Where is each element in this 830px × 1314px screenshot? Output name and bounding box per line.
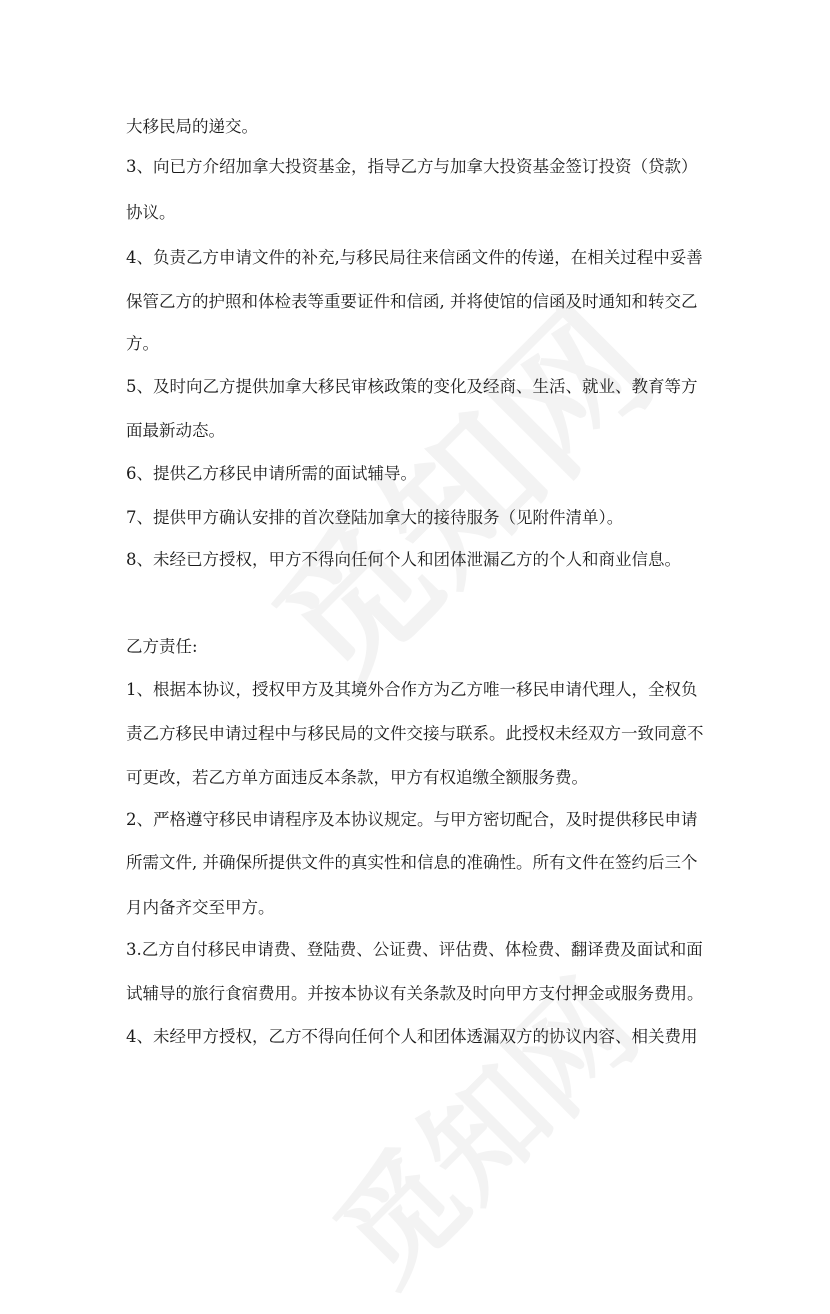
paragraph-line: 6、提供乙方移民申请所需的面试辅导。 <box>126 464 417 483</box>
paragraph-line: 2、严格遵守移民申请程序及本协议规定。与甲方密切配合，及时提供移民申请 <box>126 810 698 829</box>
paragraph-line: 3.乙方自付移民申请费、登陆费、公证费、评估费、体检费、翻译费及面试和面 <box>126 940 703 959</box>
section-heading: 乙方责任: <box>126 637 198 656</box>
paragraph-line: 8、未经已方授权，甲方不得向任何个人和团体泄漏乙方的个人和商业信息。 <box>126 550 681 569</box>
paragraph-line: 所需文件, 并确保所提供文件的真实性和信息的准确性。所有文件在签约后三个 <box>126 853 698 872</box>
paragraph-line: 可更改，若乙方单方面违反本条款，甲方有权追缴全额服务费。 <box>126 768 588 787</box>
paragraph-line: 1、根据本协议，授权甲方及其境外合作方为乙方唯一移民申请代理人，全权负 <box>126 680 698 699</box>
paragraph-line: 7、提供甲方确认安排的首次登陆加拿大的接待服务（见附件清单）。 <box>126 508 624 527</box>
paragraph-line: 4、未经甲方授权，乙方不得向任何个人和团体透漏双方的协议内容、相关费用 <box>126 1027 698 1046</box>
paragraph-line: 4、负责乙方申请文件的补充,与移民局往来信函文件的传递，在相关过程中妥善 <box>126 248 703 267</box>
paragraph-line: 面最新动态。 <box>126 421 225 440</box>
paragraph-line: 试辅导的旅行食宿费用。并按本协议有关条款及时向甲方支付押金或服务费用。 <box>126 984 704 1003</box>
paragraph-line: 5、及时向乙方提供加拿大移民审核政策的变化及经商、生活、就业、教育等方 <box>126 377 698 396</box>
paragraph-line: 协议。 <box>126 203 176 222</box>
paragraph-line: 责乙方移民申请过程中与移民局的文件交接与联系。此授权未经双方一致同意不 <box>126 724 704 743</box>
paragraph-line: 月内备齐交至甲方。 <box>126 898 275 917</box>
paragraph-line: 3、向已方介绍加拿大投资基金，指导乙方与加拿大投资基金签订投资（贷款） <box>126 157 698 176</box>
paragraph-line: 大移民局的递交。 <box>126 117 258 136</box>
paragraph-line: 方。 <box>126 334 159 353</box>
paragraph-line: 保管乙方的护照和体检表等重要证件和信函, 并将使馆的信函及时通知和转交乙 <box>126 292 698 311</box>
